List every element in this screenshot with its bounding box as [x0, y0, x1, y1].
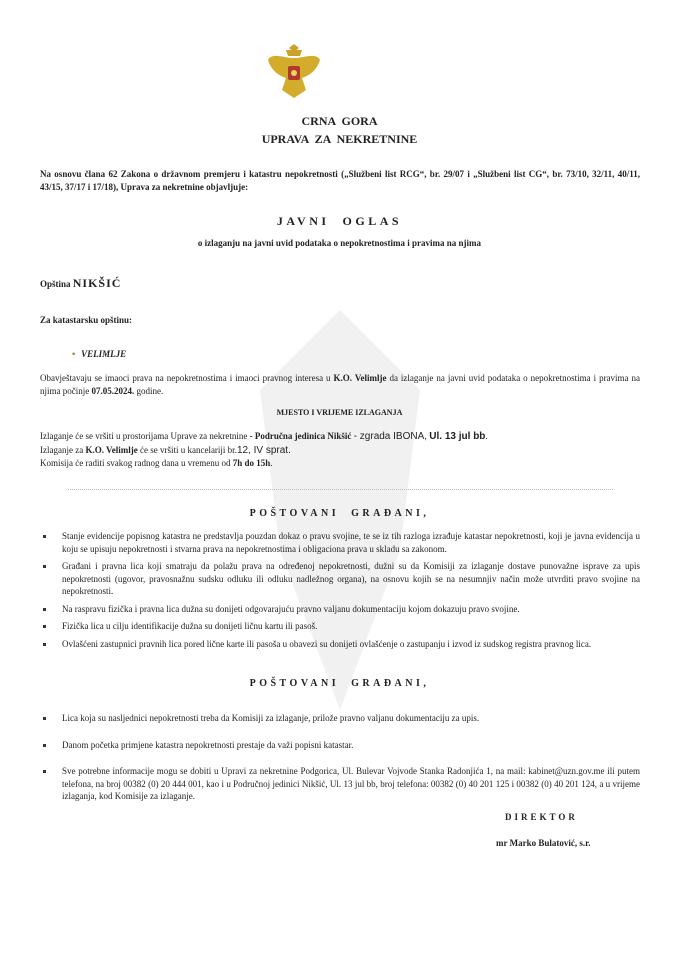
place-line-2: [40, 444, 488, 458]
office-name: - Područna jedinica Nikšić: [249, 431, 352, 441]
agency-name: UPRAVA ZA NEKRETNINE: [261, 132, 418, 146]
intro-paragraph: Na osnovu člana 62 Zakona o državnom premjeru i katastru nepokretnosti („Službeni list RCG“, br. 29/07 i „Službeni list CG“, br. 73/10, 32/11, 40/11, 43/15, 37/17 i 17/18), Uprava za nekretnine objavljuje:: [40, 169, 640, 192]
text: Izlaganje će se vršiti u prostorijama Uprave za nekretnine: [40, 431, 248, 441]
office-room: 12, IV sprat.: [236, 444, 291, 456]
notice-date: 07.05.2024.: [91, 386, 135, 396]
place-line-1: Izlaganje će se vršiti u prostorijama Uprave za nekretnine - Područna jedinica Nikšić - zgrada IBONA, Ul. 13 jul bb.: [40, 431, 488, 442]
country-name: CRNA GORA: [301, 114, 378, 128]
notice-subtitle: o izlaganju na javni uvid podataka o nepokretnostima i pravima na njima: [197, 238, 482, 248]
signature-title: DIREKTOR: [505, 812, 578, 822]
ko-name: K.O. Velimlje: [85, 444, 138, 455]
notice-paragraph: [40, 372, 640, 398]
list-item: Fizička lica u cilju identifikacije dužna su donijeti ličnu kartu ili pasoš.: [40, 620, 640, 633]
text: će se vršiti u kancelariji br.: [139, 444, 237, 455]
municipality-label: Opština: [40, 279, 71, 289]
list-item: Danom početka primjene katastra nepokretnosti prestaje da važi popisni katastar.: [40, 739, 640, 752]
list-item: Građani i pravna lica koji smatraju da polažu prava na određenoj nepokretnosti, dužni su da Komisiji za izlaganje dostave punovažne isprave za upis nepokretnosti (ugovor, pravosnažnu sudsku odluku ili odluku nadležnog organa), na osnovu kojih se na nesumnjiv način može utvrditi pravo svojine na nepokretnosti.: [40, 560, 640, 598]
place-heading: MJESTO I VRIJEME IZLAGANJA: [276, 408, 403, 417]
notice-title: JAVNI OGLAS: [276, 214, 403, 228]
list-item: Stanje evidencije popisnog katastra ne predstavlja pouzdan dokaz o pravu svojine, te se iz tih razloga izrađuje katastar nepokretnosti, koji je javna evidencija u koju se upisuju nepokretnosti i stvarna prava na nepokretnostima i obligaciona prava u skladu sa zakonom.: [40, 530, 640, 555]
list-item: Lica koja su nasljednici nepokretnosti treba da Komisiji za izlaganje, prilože pravno valjanu dokumentaciju za upis.: [40, 712, 640, 725]
section2-list: [40, 712, 640, 803]
montenegro-crest-icon: [266, 42, 322, 102]
list-item: Na raspravu fizička i pravna lica dužna su donijeti odgovarajuću pravno valjanu dokumentaciju kojom dokazuju pravo svojine.: [40, 603, 640, 616]
municipality: [40, 276, 121, 291]
municipality-value: NIKŠIĆ: [72, 276, 122, 290]
cadastral-item: [72, 349, 126, 359]
divider: [68, 489, 613, 490]
section1-heading: POŠTOVANI GRAĐANI,: [249, 508, 430, 519]
section2-heading: POŠTOVANI GRAĐANI,: [249, 678, 430, 689]
notice-text-2: da izlaganje na javni uvid podataka o nepokretnostima i pravima na njima počinje: [40, 373, 641, 396]
place-line-3: Komisija će raditi svakog radnog dana u vremenu od 7h do 15h.: [40, 458, 273, 468]
text: Izlaganje za: [40, 444, 84, 455]
cadastral-item-label: VELIMLJE: [81, 349, 127, 359]
street: Ul. 13 jul bb: [429, 431, 486, 442]
building: - zgrada IBONA,: [353, 431, 428, 442]
place-details: [40, 430, 488, 471]
list-item: Ovlašćeni zastupnici pravnih lica pored lične karte ili pasoša u obavezi su donijeti ovlašćenje o zastupanju i izvod iz sudskog registra pravnog lica.: [40, 638, 640, 651]
section1-list: [40, 530, 640, 650]
notice-text: Obavještavaju se imaoci prava na nepokretnostima i imaoci pravnog interesa u: [40, 373, 331, 383]
cadastral-label: Za katastarsku opštinu:: [40, 315, 133, 325]
bullet-icon: •: [72, 349, 76, 359]
signature-name: mr Marko Bulatović, s.r.: [496, 838, 591, 848]
working-hours: 7h do 15h: [232, 458, 271, 468]
text: Komisija će raditi svakog radnog dana u vremenu od: [40, 458, 231, 468]
list-item: Sve potrebne informacije mogu se dobiti u Upravi za nekretnine Podgorica, Ul. Bulevar Vojvode Stanka Radonjića 1, na mail: kabinet@uzn.gov.me ili putem telefona, na broj 00382 (0) 20 444 001, kao i u Područnoj jedinici Nikšić, Ul. 13 jul bb, broj telefona: 00382 (0) 40 201 125 i 00382 (0) 40 201 124, a u vrijeme izlaganja, kod Komisije za izlaganje.: [40, 765, 640, 803]
notice-ko: K.O. Velimlje: [333, 373, 387, 383]
notice-text-3: godine.: [136, 386, 164, 396]
